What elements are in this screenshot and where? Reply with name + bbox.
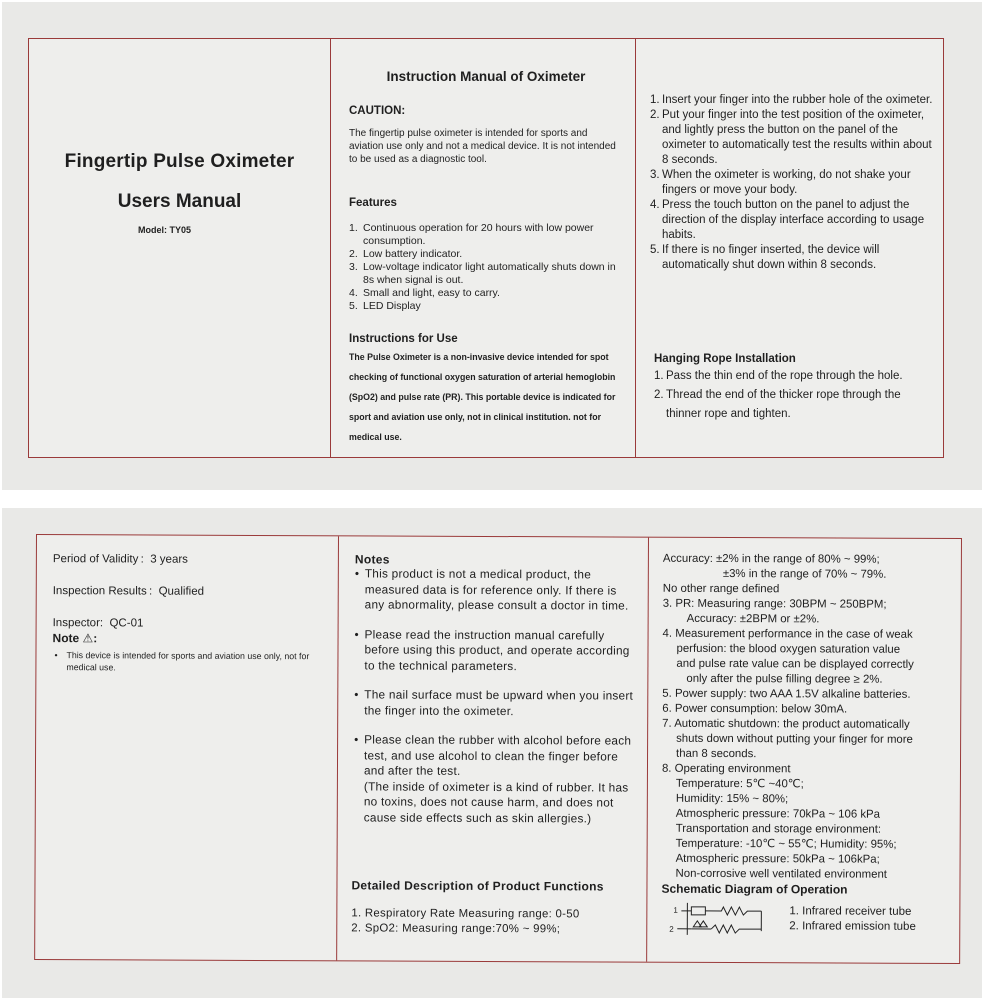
inspector-row: Inspector: QC-01 [52,617,144,630]
spec-line: Accuracy: ±2BPM or ±2%. [686,612,820,626]
back-page-sheet [34,534,962,964]
steps-list [650,93,933,273]
top-photo [2,2,982,490]
spec-line: No other range defined [662,582,780,596]
marker-2: 2 [669,924,674,934]
instructions-text: The Pulse Oximeter is a non-invasive device intended for spot checking of functional oxygen saturation of arterial hemoglobin (SpO2) and pulse rate (PR). This portable device is indicated for sport and aviation use only, not in clinical institution. not for medical use. [349,352,616,442]
spec-line: 8. Operating environment [661,762,791,776]
list-item: 3. Low-voltage indicator light automatically shuts down in 8s when signal is out. [349,261,616,286]
spec-line: Temperature: 5℃ ~40℃; [675,777,804,791]
marker-1: 1 [673,905,678,915]
caution-text: The fingertip pulse oximeter is intended for sports and aviation use only and not a medical device. It is not intended to be used as a diagnostic tool. [349,128,616,165]
caution-heading: CAUTION: [349,105,406,117]
front-page-sheet [28,38,944,458]
list-item: 5. If there is no finger inserted, the device will automatically shut down within 8 seconds. [650,244,880,271]
spec-line: than 8 seconds. [676,747,757,761]
list-item: • Please clean the rubber with alcohol before each test, and use alcohol to clean the finger before and after the test. [354,732,632,778]
specs-panel [647,538,961,963]
spec-line: Atmospheric pressure: 50kPa ~ 106kPa; [675,852,880,866]
function-item-1: 1. Respiratory Rate Measuring range: 0-50 [351,907,580,921]
note-text: • This device is intended for sports and aviation use only, not for medical use. [52,649,325,674]
cover-panel [29,39,331,457]
model-number: Model: TY05 [137,225,191,235]
function-item-2: 2. SpO2: Measuring range:70% ~ 99%; [351,922,561,936]
specs-list [661,552,955,938]
list-item: 3. When the oximeter is working, do not shake your fingers or move your body. [650,169,911,196]
schematic-label-1: 1. Infrared receiver tube [789,905,912,918]
notes-panel [337,536,649,961]
rope-list [654,367,935,424]
list-item: 1. Pass the thin end of the rope through the hole. [654,370,903,382]
features-heading: Features [349,197,397,209]
features-list [349,222,623,313]
list-item: 4. Press the touch button on the panel to adjust the direction of the display interface according to usage habits. [650,199,925,241]
list-item: 4. Small and light, easy to carry. [349,287,500,299]
warning-icon: ⚠ [82,631,94,646]
spec-line: 3. PR: Measuring range: 30BPM ~ 250BPM; [662,597,887,611]
list-item: • Please read the instruction manual carefully before using this product, and operate according to the technical parameters. [354,626,630,673]
list-item: 2. Low battery indicator. [349,248,463,260]
spec-line: ±3% in the range of 70% ~ 79%. [722,567,887,581]
list-item: 2. Put your finger into the test position of the oximeter, and lightly press the button on the panel of the oximeter to automatically test the results within about 8 seconds. [650,109,932,166]
spec-line: Humidity: 15% ~ 80%; [675,792,789,806]
functions-heading: Detailed Description of Product Functions [351,878,604,894]
note-heading: Note ⚠: [52,631,98,646]
spec-line: 4. Measurement performance in the case of weak [662,627,913,641]
schematic-label-2: 2. Infrared emission tube [789,920,916,933]
rope-heading: Hanging Rope Installation [654,353,796,365]
instructions-panel [331,39,636,457]
list-item: • This product is not a medical product, the measured data is for reference only. If there is any abnormality, please consult a doctor in time. [354,566,629,613]
spec-line: Atmospheric pressure: 70kPa ~ 106 kPa [675,807,881,821]
spec-line: perfusion: the blood oxygen saturation value [676,642,901,656]
schematic-diagram [661,901,953,938]
manual-title: Instruction Manual of Oximeter [386,69,586,84]
spec-line: 6. Power consumption: below 30mA. [662,702,848,716]
spec-line: Non-corrosive well ventilated environment [675,867,888,881]
quality-panel [35,535,339,960]
list-item: 1. Continuous operation for 20 hours with low power consumption. [349,222,594,247]
spec-line: shuts down without putting your finger for more [676,732,913,746]
spec-line: 5. Power supply: two AAA 1.5V alkaline batteries. [662,687,911,701]
notes-extra: (The inside of oximeter is a kind of rubber. It has no toxins, does not cause harm, and does not cause side effects such as skin allergies.) [363,778,629,825]
bottom-photo [2,508,982,998]
list-item: 5. LED Display [349,300,421,312]
cover-subtitle: Users Manual [117,191,242,212]
instructions-heading: Instructions for Use [349,333,458,345]
cover-title: Fingertip Pulse Oximeter [64,151,295,172]
notes-heading: Notes [354,552,390,567]
list-item: 2. Thread the end of the thicker rope through the thinner rope and tighten. [654,389,901,420]
schematic-heading: Schematic Diagram of Operation [661,881,848,897]
spec-line: Transportation and storage environment: [675,822,882,836]
steps-panel [636,39,943,457]
list-item: 1. Insert your finger into the rubber hole of the oximeter. [650,94,933,106]
spec-line: Accuracy: ±2% in the range of 80% ~ 99%; [662,552,880,566]
spec-line: 7. Automatic shutdown: the product automatically [662,717,910,731]
spec-line: and pulse rate value can be displayed correctly [676,657,914,671]
spec-line: only after the pulse filling degree ≥ 2%. [686,672,883,686]
schematic-labels [789,904,916,935]
spec-line: Temperature: -10℃ ~ 55℃; Humidity: 95%; [675,837,897,851]
validity-row: Period of Validity : 3 years [52,553,188,566]
list-item: • The nail surface must be upward when you insert the finger into the oximeter. [354,687,634,718]
inspection-row: Inspection Results : Qualified [52,585,205,598]
schematic-diagram-icon [661,901,771,937]
